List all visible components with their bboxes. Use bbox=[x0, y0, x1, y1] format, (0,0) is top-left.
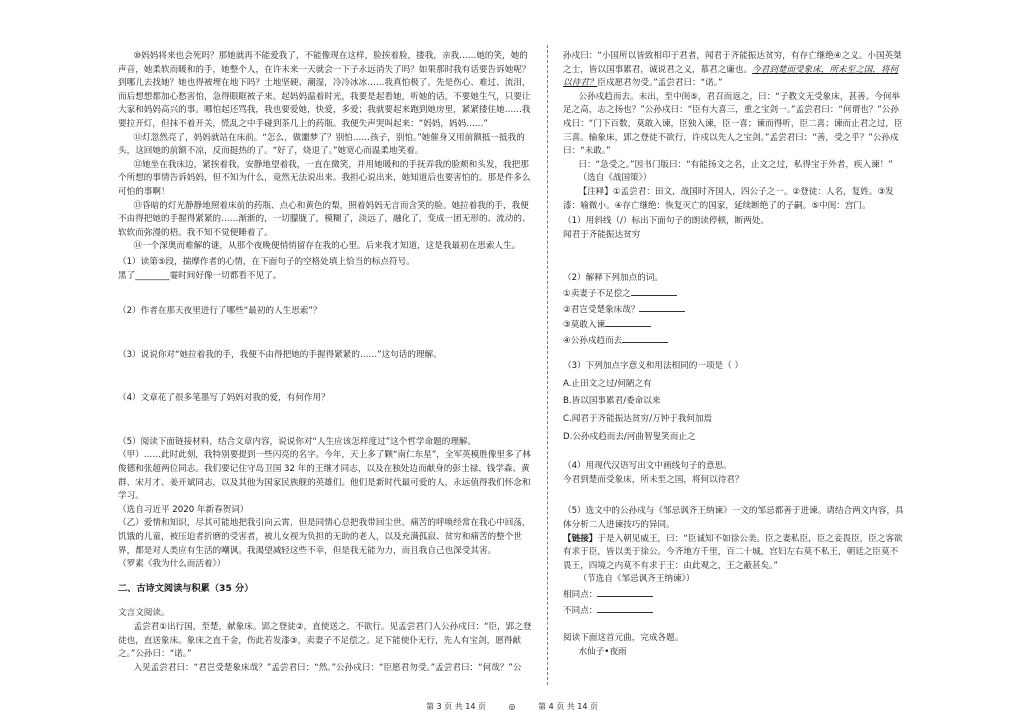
poem-title: 水仙子•夜雨 bbox=[578, 646, 627, 657]
right-question-1: （1）用斜线（/）标出下面句子的朗读停顿，断两处。 bbox=[563, 216, 770, 227]
link-material-jia: （甲）……此时此刻，我特别要提到一些闪亮的名字。今年，天上多了颗“南仁东星”，全军英模胜像里多了林俊德和张超两位同志。我们要记住守岛卫国 32 年的王继才同志，以及在独处边而献身的彭士禄、钱学森、黄群、宋月才、姜开斌同志，以及其他为国家民族舰的英雄们。他们是新时代最可爱的人，永远值得我们怀念和学习。 bbox=[118, 450, 531, 502]
question-1-line: 黑了________霎时间好像一切都看不见了。 bbox=[118, 270, 282, 281]
right-question-1-line: 闻君于齐能振达贫穷 bbox=[563, 229, 641, 240]
paragraph-11: ⑪灯忽然亮了，妈妈就站在床前。“怎么，做噩梦了？别怕……孩子，别怕。”她催身又用前额抵一抵我的头，这回她的前额不凉，反而挺热的了。“好了，烧退了。”她宽心而温柔地笑着。 bbox=[118, 132, 525, 157]
rq2-item-2: ②君岂受楚象床哉？ bbox=[563, 302, 905, 318]
classical-paragraph-2: 入见孟尝君曰：“君岂受楚象床哉？”孟尝君曰：“然。”公孙戍曰：“臣愿君勿受。”孟尝君曰：“何哉？”公 bbox=[133, 662, 522, 673]
link-material-source: （节选自《邹忌讽齐王纳谏》） bbox=[578, 574, 695, 585]
left-page-number: 第 3 页 共 14 页 bbox=[425, 702, 486, 711]
annotation-notes: 【注释】①孟尝君：田文，战国时齐国人，四公子之一。②登徒：人名，复姓。③发漆：喻微小。④存亡继绝：恢复灭亡的国家，延续断绝了的子嗣。⑤中闺：宫门。 bbox=[563, 186, 894, 211]
classical-paragraph-1: 孟尝君①出行国，至楚，献象床。郢之登徒②，直使送之，不欲行。见孟尝君门人公孙戍曰：“臣，郢之登徒也，直送象床。象床之直千金，伤此若发漆③，卖妻子不足偿之。足下能使仆无行，先人有宝剑，愿得献之。”公孙曰：“诺。” bbox=[118, 622, 532, 660]
link-material-jia-source: （选自习近平 2020 年新春贺词） bbox=[118, 504, 249, 515]
diff-points-label: 不同点： bbox=[563, 603, 905, 619]
same-points-label: 相同点： bbox=[563, 587, 905, 603]
right-question-4-line: 今君到楚而受象床，所未至之国，将何以待君？ bbox=[563, 474, 744, 485]
paragraph-14: ⑭一个深奥而难解的谜，从那个夜晚便悄悄留存在我的心里。后来我才知道，这是我最初在思索人生。 bbox=[133, 241, 521, 252]
rq3-option-a: A.止田文之过/何陋之有 bbox=[563, 378, 652, 389]
right-page-number: 第 4 页 共 14 页 bbox=[538, 702, 599, 711]
question-4: （4）文章花了很多笔墨写了妈妈对我的爱，有何作用？ bbox=[118, 393, 330, 404]
classical-paragraph-2-cont: 孙戍曰：“小国所以皆致相印于君者，闻君于齐能振达贫穷，有存亡继绝④之义。小国英桀之士，皆以国事累君，诚说君之义，慕君之廉也。今君到楚而受象床，所未至之国，将何以待君？臣戍愿君勿受。”孟尝君曰：“诺。” bbox=[563, 51, 902, 89]
rq2-item-4: ④公孙戍趋而去 bbox=[563, 333, 905, 349]
rq3-option-b: B.皆以国事累君/委命以来 bbox=[563, 396, 661, 407]
column-divider bbox=[547, 45, 549, 685]
page-footer bbox=[0, 701, 1024, 712]
question-2: （2）作者在那天夜里进行了哪些“最初的人生思索”？ bbox=[118, 306, 322, 317]
left-column bbox=[118, 50, 536, 675]
right-column bbox=[563, 50, 905, 659]
question-3: （3）说说你对“她拉着我的手，我便不由得把她的手握得紧紧的……”这句话的理解。 bbox=[118, 349, 442, 360]
rq2-item-3: ③莫敢入谏 bbox=[563, 317, 905, 333]
link-material-yi-source: （罗素《我为什么而活着》） bbox=[118, 559, 226, 570]
footer-separator: ◎ bbox=[508, 702, 516, 711]
link-material-yi: （乙）爱情和知识，尽其可能地把我引向云霄，但是同情心总把我带回尘世。痛苦的呼唤经常在我心中回荡，饥饿的儿童，被压迫者折磨的受害者，被儿女视为负担的无助的老人，以及充满孤寂、贫穷和痛苦的整个世界，都是对人类应有生活的嘲讽。我渴望减轻这些不幸，但是我无能为力，而且我自己也深受其害。 bbox=[118, 518, 531, 556]
paragraph-13: ⑬昏暗的灯光静静地照着床前的药瓶、点心和黄色的梨，照着妈妈无言而含笑的脸。她拉着我的手，我便不由得把她的手握得紧紧的……渐渐的，一切朦胧了，模糊了，淡远了，融化了，变成一团无形的、流动的、软软而弥漫的梧。我不知不觉便睡着了。 bbox=[118, 200, 531, 238]
link-material: 【链接】于是入朝见威王，曰：“臣诚知不如徐公美。臣之妻私臣，臣之妾畏臣，臣之客欲有求于臣，皆以美于徐公。今齐地方千里，百二十城，宫妇左右莫不私王，朝廷之臣莫不畏王，四境之内莫不有求于王：由此观之，王之蔽甚矣。” bbox=[563, 533, 903, 571]
poem-intro: 阅读下面这首元曲，完成各题。 bbox=[563, 633, 684, 644]
rq3-option-c: C.闻君于齐能振达贫穷/万钟于我何加焉 bbox=[563, 414, 713, 425]
right-question-3: （3）下列加点字意义和用法相同的一项是（ ） bbox=[563, 361, 744, 372]
rq3-option-d: D.公孙戍趋而去/河曲智叟笑而止之 bbox=[563, 431, 696, 442]
right-question-4: （4）用现代汉语写出文中画线句子的意思。 bbox=[563, 461, 732, 472]
right-question-5: （5）选文中的公孙戍与《邹忌讽齐王纳谏》一文的邹忌都善于进谏。请结合两文内容，具体分析二人进谏技巧的异同。 bbox=[563, 506, 904, 531]
paragraph-10: ⑩妈妈将来也会死吗？那她就再不能爱我了，不能像现在这样，脸挨着脸，搂我，亲我……她的笑，她的声音，她柔软而暖和的手，她整个人，在许未来一天就会一下子永远消失了吗？如果那时我有话要告诉她呢？到哪儿去找她？她也得被埋在地下吗？土地坚硬、潮湿，冷冷冰冰……我真怕极了。先是伤心、难过、流泪，而后想想都加心愁害怕，急得眼眶被子来。起妈妈温着时光，我要是起看她，听她的话，不要她生气，只要让大家和妈妈高兴的事。哪怕起还骂我，我也要爱她，快爱，多爱；我就要起来跑到她房里，紧紧搂住她……我要拉开灯，但抹不着开关，慌乱之中手碰到茶几上的药瓶。我便失声哭叫起来：“妈妈，妈妈……” bbox=[118, 51, 531, 129]
classical-paragraph-3: 公孙戍趋而去。未出，至中闺⑤，君召而返之，曰：“子教文无受象床，甚善。今何举足之高，志之扬也？”公孙戍曰：“臣有大喜三，重之宝剑一。”孟尝君曰：“何谓也？”公孙戍曰：“门下百数，莫敢入谏，臣独入谏，臣一喜；谏而得听，臣二喜；谏而止君之过，臣三喜。输象床，郢之登徒不欲行，许戍以先人之宝剑。”孟尝君曰：“善，受之乎？”公孙戍曰：“未敢。” bbox=[563, 91, 903, 157]
right-question-2: （2）解释下列加点的词。 bbox=[563, 273, 663, 284]
underlined-sentence: 今君到楚而受象床，所未至之国，将何以待君？ bbox=[563, 64, 899, 89]
paragraph-12: ⑫她坐在我床边，紧挨着我，安静地望着我，一直在微笑，并用她暖和的手抚弄我的脸颊和头发，我把那个所想的事情告诉妈妈，但不知为什么，竟然无法说出来。我担心说出来，她知道后也要害怕的。那是件多么可怕的事啊！ bbox=[118, 159, 531, 197]
classical-reading-title: 文言文阅读。 bbox=[118, 608, 170, 619]
rq2-item-1: ①卖妻子不足偿之 bbox=[563, 286, 905, 302]
question-5: （5）阅读下面链接材料，结合文章内容，说说你对“人生应该怎样度过”这个哲学命题的理解。 bbox=[118, 436, 477, 447]
classical-source: （选自《战国策》） bbox=[578, 173, 652, 184]
classical-paragraph-4: 曰：“急受之。”因书门版曰：“有能扬文之名，止文之过，私得宝于外者，疾入谏！” bbox=[578, 159, 893, 170]
question-1: （1）读第⑤段，揣摩作者的心情，在下面句子的空格处填上恰当的标点符号。 bbox=[118, 256, 415, 267]
section-2-heading: 二、古诗文阅读与积累（35 分） bbox=[118, 582, 254, 594]
